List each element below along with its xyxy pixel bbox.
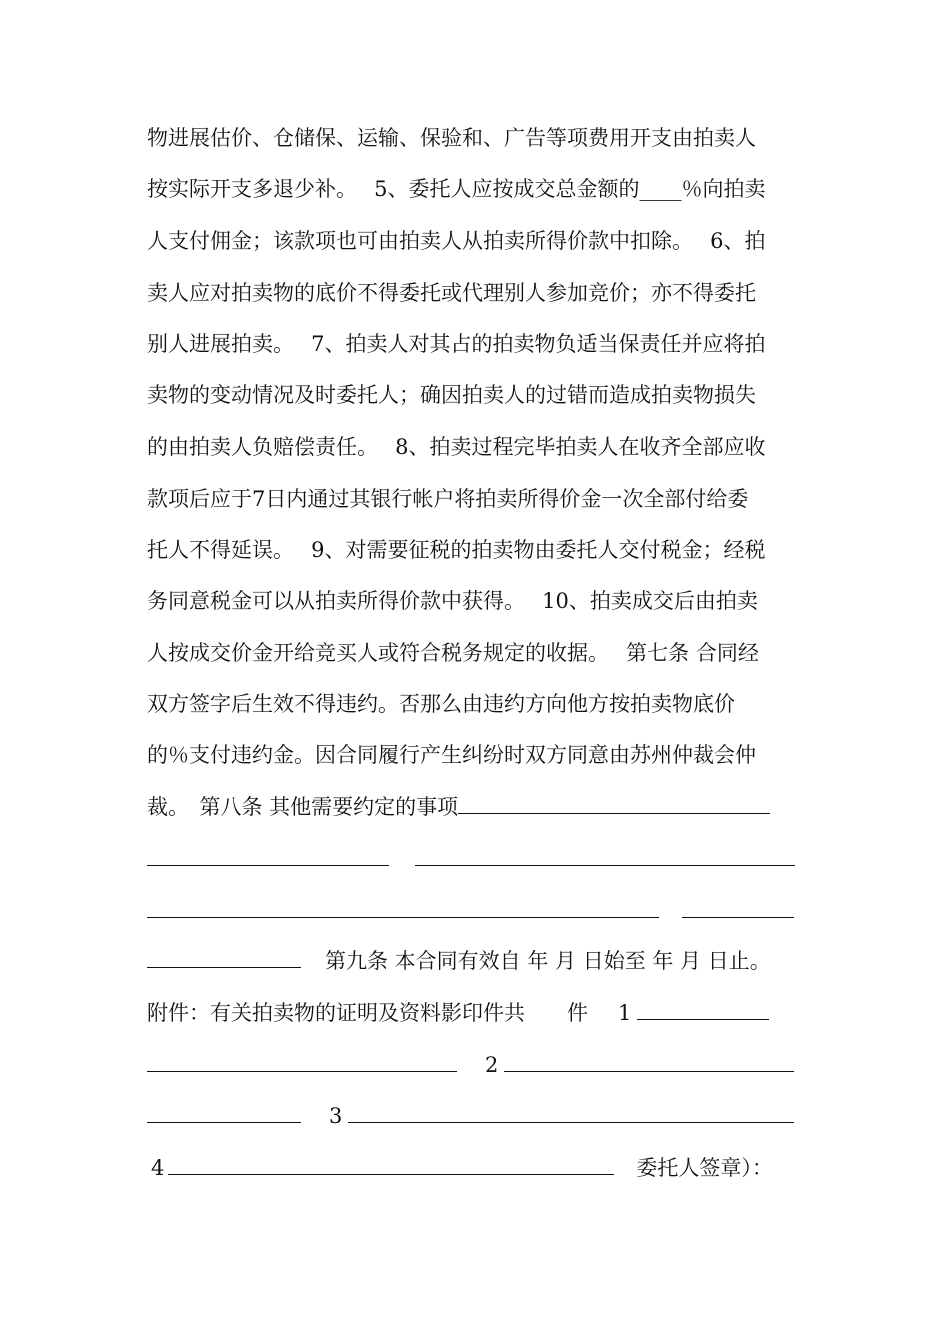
body-line-11: 人按成交价金开给竞买人或符合税务规定的收据。 第七条 合同经 xyxy=(147,641,759,665)
body-line-5: 别人进展拍卖。 7、拍卖人对其占的拍卖物负适当保责任并应将拍 xyxy=(147,332,766,356)
body-line-3: 人支付佣金；该款项也可由拍卖人从拍卖所得价款中扣除。 6、拍 xyxy=(147,229,766,253)
blank-2b xyxy=(682,899,794,918)
body-line-4: 卖人应对拍卖物的底价不得委托或代理别人参加竞价；亦不得委托 xyxy=(147,281,756,305)
article8-line xyxy=(147,794,770,820)
attachment-label: 附件：有关拍卖物的证明及资料影印件共 件 xyxy=(147,1001,588,1025)
attachment-item-1-number: 1 xyxy=(618,1001,632,1025)
body-line-8: 款项后应于7日内通过其银行帐户将拍卖所得价金一次全部付给委 xyxy=(147,487,749,511)
article9-line xyxy=(147,948,771,974)
body-line-2: 按实际开支多退少补。 5、委托人应按成交总金额的____％向拍卖 xyxy=(147,177,766,201)
body-line-10: 务同意税金可以从拍卖所得价款中获得。 10、拍卖成交后由拍卖 xyxy=(147,589,758,613)
article9-text: 第九条 本合同有效自 年 月 日始至 年 月 日止。 xyxy=(325,949,771,973)
body-line-12: 双方签字后生效不得违约。否那么由违约方向他方按拍卖物底价 xyxy=(147,692,735,716)
signature-label: 委托人签章）： xyxy=(636,1156,773,1180)
body-line-6: 卖物的变动情况及时委托人；确因拍卖人的过错而造成拍卖物损失 xyxy=(147,383,756,407)
article8-text: 裁。 第八条 其他需要约定的事项 xyxy=(147,795,459,819)
blank-line-1 xyxy=(147,846,795,872)
attachment-item-2-blank xyxy=(504,1053,794,1072)
blank-1b xyxy=(415,847,795,866)
blank-4a xyxy=(147,1053,457,1072)
article8-blank xyxy=(458,795,770,814)
attachment-item-3-blank xyxy=(348,1104,794,1123)
attachment-item-1-blank xyxy=(637,1001,769,1020)
attachment-item-2-number: 2 xyxy=(485,1053,499,1077)
attachment-line-2 xyxy=(147,1052,794,1078)
attachment-item-3-number: 3 xyxy=(329,1104,343,1128)
body-line-9: 托人不得延误。 9、对需要征税的拍卖物由委托人交付税金；经税 xyxy=(147,538,766,562)
blank-3a xyxy=(147,949,301,968)
attachment-line-3 xyxy=(147,1103,794,1129)
blank-5a xyxy=(147,1104,301,1123)
body-line-1: 物进展估价、仓储保、运输、保验和、广告等项费用开支由拍卖人 xyxy=(147,126,756,150)
blank-line-2 xyxy=(147,898,794,924)
blank-1a xyxy=(147,847,389,866)
attachment-item-4-number: 4 xyxy=(151,1156,165,1180)
attachment-line xyxy=(147,1000,769,1026)
attachment-item-4-blank xyxy=(168,1156,614,1175)
body-line-13: 的％支付违约金。因合同履行产生纠纷时双方同意由苏州仲裁会仲 xyxy=(147,743,756,767)
attachment-line-4 xyxy=(151,1155,773,1181)
body-line-7: 的由拍卖人负赔偿责任。 8、拍卖过程完毕拍卖人在收齐全部应收 xyxy=(147,435,766,459)
blank-2a xyxy=(147,899,659,918)
